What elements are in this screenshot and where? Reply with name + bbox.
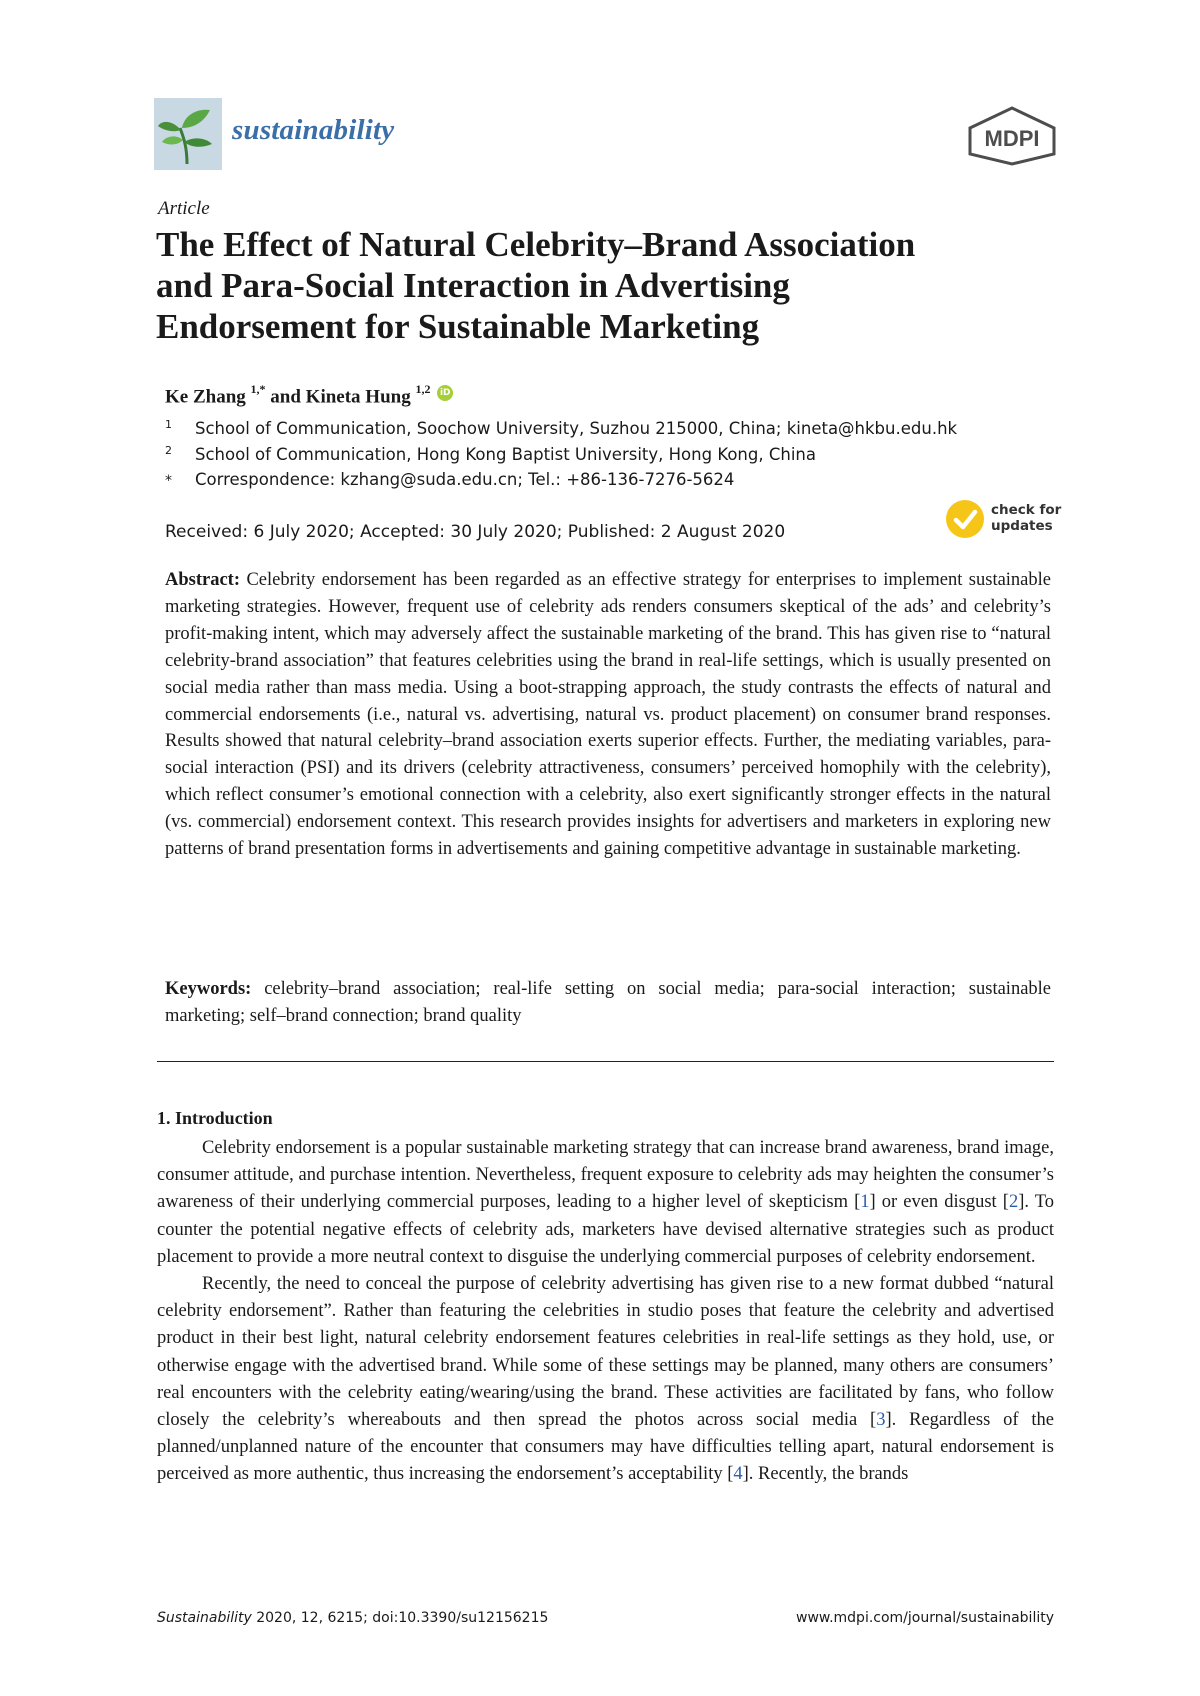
keywords-text: celebrity–brand association; real-life setting on social media; para-social interaction; sustainable marketing; self–brand connection; brand quality	[165, 979, 1051, 1026]
publication-dates: Received: 6 July 2020; Accepted: 30 July 2020; Published: 2 August 2020	[165, 522, 786, 542]
section-divider	[157, 1061, 1054, 1062]
check-icon	[946, 500, 984, 538]
keywords-label: Keywords:	[165, 979, 252, 999]
correspondence-text: Correspondence: kzhang@suda.edu.cn; Tel.: +86-136-7276-5624	[195, 470, 735, 489]
footer-citation	[157, 1610, 548, 1626]
article-type: Article	[158, 198, 210, 219]
affiliation-mark: 1	[165, 418, 172, 431]
journal-logo	[154, 98, 222, 170]
section-heading: 1. Introduction	[157, 1108, 273, 1128]
author-affiliation-mark: 1,2	[415, 382, 431, 396]
author-name[interactable]: Ke Zhang	[165, 386, 246, 408]
citation-link[interactable]: 3	[876, 1410, 886, 1431]
affiliation-text: School of Communication, Hong Kong Baptist University, Hong Kong, China	[195, 445, 816, 464]
body-paragraph: Celebrity endorsement is a popular sustainable marketing strategy that can increase brand awareness, brand image, consumer attitude, and purchase intention. Nevertheless, frequent exposure to celebrity ads may heighten the consumer’s awareness of their underlying commercial purposes, leading to a higher level of skepticism [1] or even disgust [2]. To counter the potential negative effects of celebrity ads, marketers have devised alternative strategies such as product placement to provide a more neutral context to disguise the underlying commercial purposes of celebrity endorsement.	[157, 1138, 1054, 1267]
mdpi-logo-text: MDPI	[984, 126, 1040, 151]
footer-journal: Sustainability	[157, 1610, 252, 1626]
correspondence-mark: *	[165, 473, 172, 489]
footer-citation-text: 2020, 12, 6215; doi:10.3390/su12156215	[251, 1610, 549, 1626]
affiliation-item	[165, 444, 816, 464]
check-for-updates-badge[interactable]	[946, 500, 1066, 544]
affiliation-item	[165, 418, 957, 438]
footer-url[interactable]: www.mdpi.com/journal/sustainability	[796, 1610, 1054, 1626]
author-affiliation-mark: 1,*	[250, 382, 266, 396]
citation-link[interactable]: 2	[1008, 1192, 1019, 1213]
abstract-label: Abstract:	[165, 570, 241, 590]
article-title	[156, 224, 1056, 347]
keywords	[165, 976, 1051, 1030]
affiliation-text: School of Communication, Soochow University, Suzhou 215000, China; kineta@hkbu.edu.hk	[195, 419, 958, 438]
abstract-text: Celebrity endorsement has been regarded as an effective strategy for enterprises to implement sustainable marketing strategies. However, frequent use of celebrity ads renders consumers skeptical of the ads’ and celebrity’s profit-making intent, which may adversely affect the sustainable marketing of the brand. This has given rise to “natural celebrity-brand association” that features celebrities using the brand in real-life settings, which is usually presented on social media rather than mass media. Using a boot-strapping approach, the study contrasts the effects of natural and commercial endorsements (i.e., natural vs. advertising, natural vs. product placement) on consumer brand responses. Results showed that natural celebrity–brand association exerts superior effects. Further, the mediating variables, para-social interaction (PSI) and its drivers (celebrity attractiveness, consumers’ perceived homophily with the celebrity), which reflect consumer’s emotional connection with a celebrity, also exert significantly stronger effects in the natural (vs. commercial) endorsement context. This research provides insights for advertisers and marketers in exploring new patterns of brand presentation forms in advertisements and gaining competitive advantage in sustainable marketing.	[165, 570, 1051, 860]
affiliation-mark: 2	[165, 444, 172, 457]
correspondence-item	[165, 470, 734, 489]
title-line: The Effect of Natural Celebrity–Brand Association	[156, 225, 916, 264]
check-updates-label: check for updates	[991, 502, 1062, 534]
citation-link[interactable]: 4	[733, 1464, 743, 1485]
orcid-icon[interactable]: iD	[437, 385, 453, 401]
citation-link[interactable]: 1	[860, 1192, 870, 1213]
author-connector: and	[270, 386, 301, 408]
author-name[interactable]: Kineta Hung	[305, 386, 411, 408]
abstract	[165, 567, 1051, 863]
journal-name: sustainability	[232, 114, 395, 146]
section-body	[157, 1135, 1054, 1489]
title-line: Endorsement for Sustainable Marketing	[156, 307, 760, 346]
leaf-icon	[154, 98, 222, 170]
author-list	[165, 384, 453, 408]
body-paragraph: Recently, the need to conceal the purpose of celebrity advertising has given rise to a new format dubbed “natural celebrity endorsement”. Rather than featuring the celebrities in studio poses that feature the celebrity and advertised product in their best light, natural celebrity endorsement features celebrities in real-life settings as they hold, use, or otherwise engage with the advertised brand. While some of these settings may be planned, many others are consumers’ real encounters with the celebrity eating/wearing/using the brand. These activities are facilitated by fans, who follow closely the celebrity’s whereabouts and then spread the photos across social media [3]. Regardless of the planned/unplanned nature of the encounter that consumers may have difficulties telling apart, natural endorsement is perceived as more authentic, thus increasing the endorsement’s acceptability [4]. Recently, the brands	[157, 1274, 1054, 1485]
mdpi-logo	[962, 106, 1062, 166]
title-line: and Para-Social Interaction in Advertising	[156, 266, 790, 305]
